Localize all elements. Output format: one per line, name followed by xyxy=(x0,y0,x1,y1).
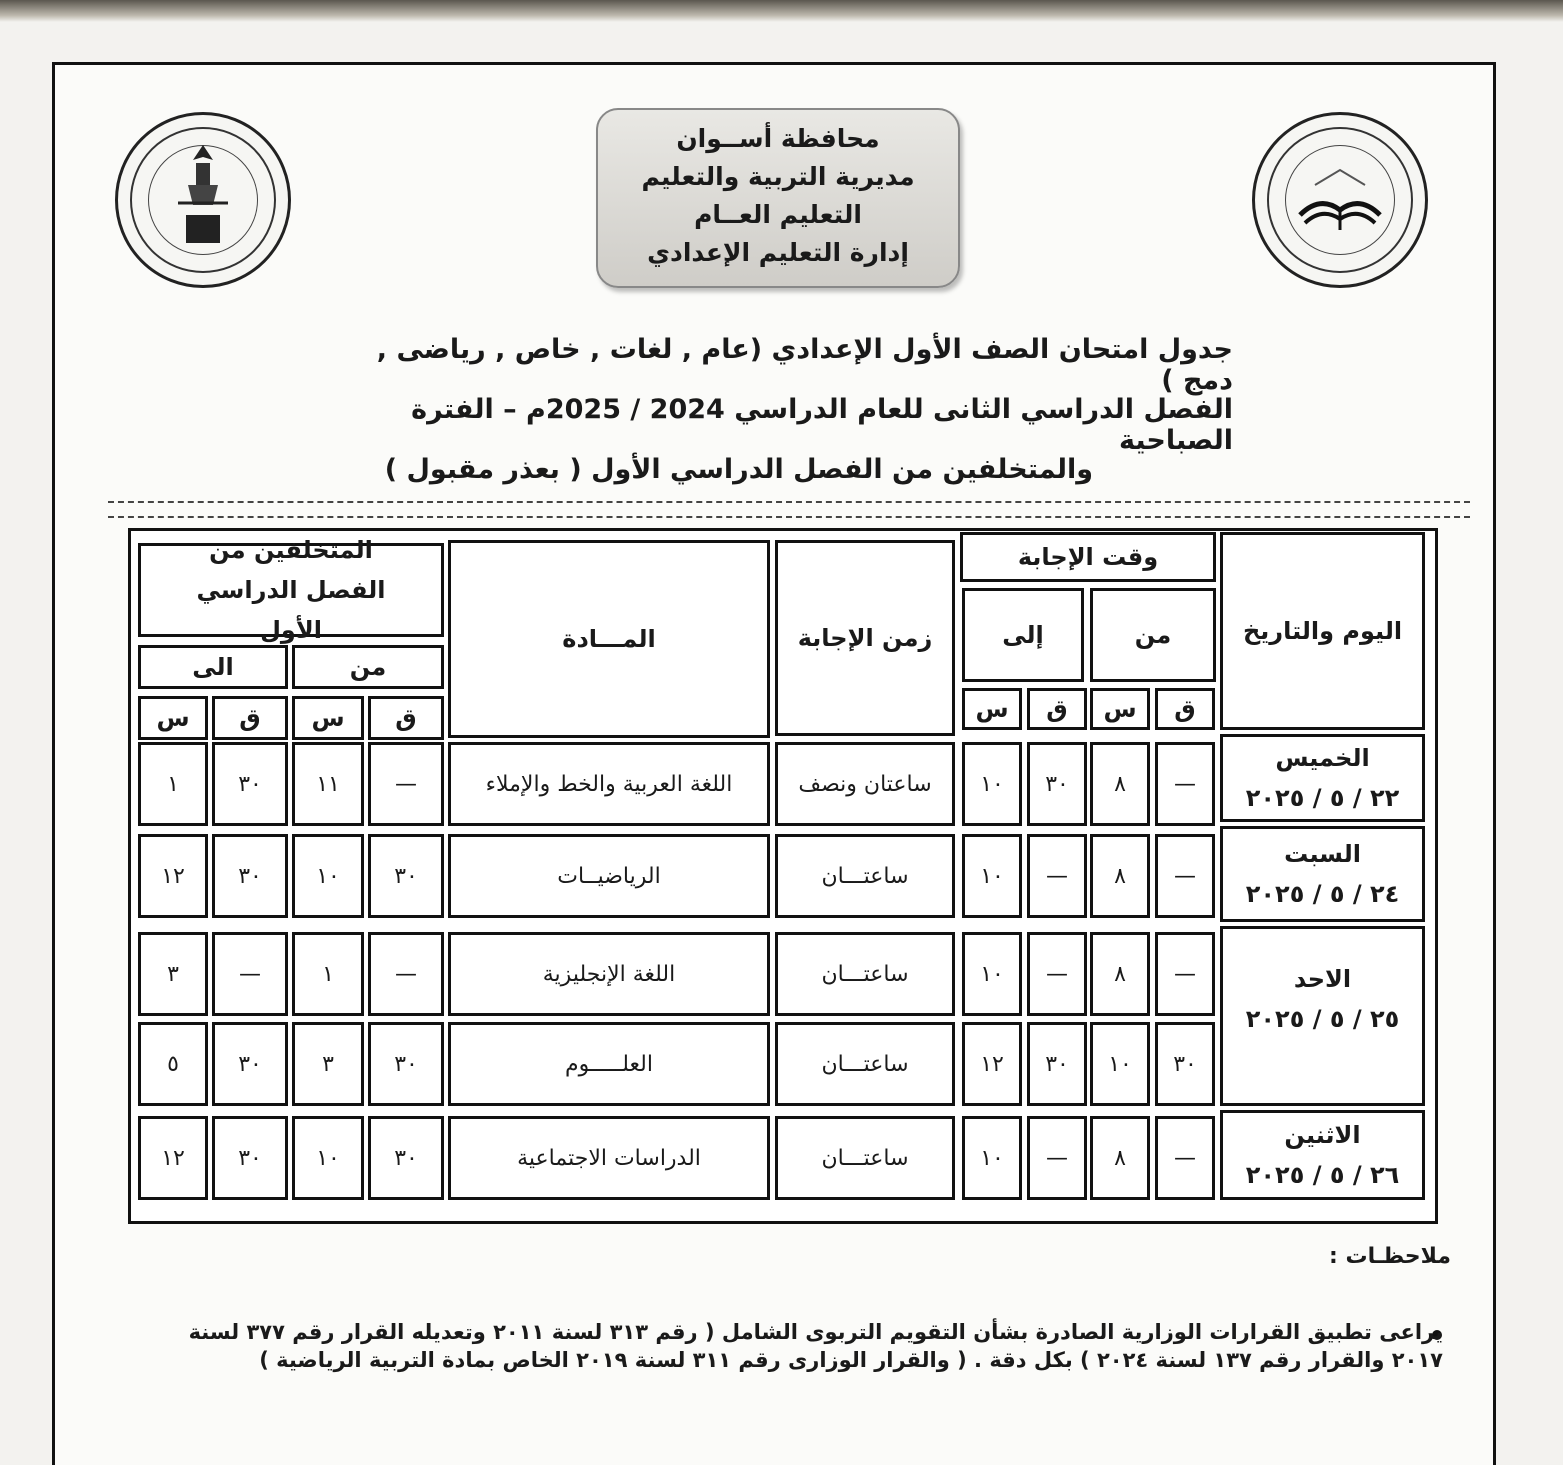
table-cell-late-to-s: ٥ xyxy=(138,1022,208,1106)
table-cell-from-q: — xyxy=(1155,742,1215,826)
header-late-from-q: ق xyxy=(368,696,444,740)
directorate-seal xyxy=(1252,112,1428,288)
header-from-s: س xyxy=(1090,688,1150,730)
table-cell-late-to-s: ١٢ xyxy=(138,1116,208,1200)
table-cell-late-to-s: ١٢ xyxy=(138,834,208,918)
eagle-emblem-icon xyxy=(118,115,288,285)
table-cell-from-s: ٨ xyxy=(1090,1116,1150,1200)
governorate-name: محافظة أســوان xyxy=(676,124,880,153)
table-cell-late-from-s: ١١ xyxy=(292,742,364,826)
header-late-to: الى xyxy=(138,645,288,689)
header-box xyxy=(596,108,960,288)
table-cell-from-q: ٣٠ xyxy=(1155,1022,1215,1106)
title-line-1: جدول امتحان الصف الأول الإعدادي (عام , لغات , خاص , رياضى , دمج ) xyxy=(376,334,1233,396)
header-to: إلى xyxy=(962,588,1084,682)
header-to-s: س xyxy=(962,688,1022,730)
administration-name: إدارة التعليم الإعدادي xyxy=(647,238,909,267)
table-cell-subject: العلـــــوم xyxy=(448,1022,770,1106)
notes-label: ملاحظـات : xyxy=(1329,1244,1451,1269)
table-cell-subject: الرياضيــات xyxy=(448,834,770,918)
table-cell-duration: ساعتـــان xyxy=(775,932,955,1016)
table-cell-late-from-s: ١ xyxy=(292,932,364,1016)
table-cell-from-q: — xyxy=(1155,834,1215,918)
table-cell-late-from-q: — xyxy=(368,932,444,1016)
table-cell-late-from-q: ٣٠ xyxy=(368,834,444,918)
table-cell-to-q: ٣٠ xyxy=(1027,1022,1087,1106)
table-cell-subject: الدراسات الاجتماعية xyxy=(448,1116,770,1200)
day-date-cell: الخميس ٢٢ / ٥ / ٢٠٢٥ xyxy=(1220,734,1425,822)
table-cell-to-s: ١٠ xyxy=(962,834,1022,918)
table-cell-from-s: ٨ xyxy=(1090,932,1150,1016)
header-answer-time: وقت الإجابة xyxy=(960,532,1216,582)
header-late-to-s: س xyxy=(138,696,208,740)
table-cell-late-to-q: ٣٠ xyxy=(212,834,288,918)
header-from-q: ق xyxy=(1155,688,1215,730)
table-cell-late-from-s: ٣ xyxy=(292,1022,364,1106)
table-cell-from-s: ٨ xyxy=(1090,742,1150,826)
department-name: التعليم العــام xyxy=(694,200,862,229)
table-cell-duration: ساعتـــان xyxy=(775,1022,955,1106)
table-cell-late-from-q: ٣٠ xyxy=(368,1022,444,1106)
book-emblem-icon xyxy=(1255,115,1425,285)
table-cell-to-q: — xyxy=(1027,834,1087,918)
directorate-name: مديرية التربية والتعليم xyxy=(641,162,915,191)
table-cell-late-to-q: — xyxy=(212,932,288,1016)
table-cell-from-s: ١٠ xyxy=(1090,1022,1150,1106)
table-cell-duration: ساعتـــان xyxy=(775,1116,955,1200)
table-cell-late-from-s: ١٠ xyxy=(292,1116,364,1200)
header-duration: زمن الإجابة xyxy=(775,540,955,736)
day-date-cell: الاثنين ٢٦ / ٥ / ٢٠٢٥ xyxy=(1220,1110,1425,1200)
table-cell-to-s: ١٠ xyxy=(962,742,1022,826)
divider xyxy=(108,501,1470,503)
header-late-students: المتخلفين من الفصل الدراسي الأول xyxy=(138,543,444,637)
header-subject: المـــادة xyxy=(448,540,770,738)
header-late-from-s: س xyxy=(292,696,364,740)
header-day-date: اليوم والتاريخ xyxy=(1220,532,1425,730)
scan-top-edge xyxy=(0,0,1563,22)
table-cell-to-s: ١٠ xyxy=(962,1116,1022,1200)
day-date-cell: الاحد ٢٥ / ٥ / ٢٠٢٥ xyxy=(1220,926,1425,1106)
table-cell-to-q: — xyxy=(1027,1116,1087,1200)
table-cell-from-q: — xyxy=(1155,932,1215,1016)
table-cell-duration: ساعتان ونصف xyxy=(775,742,955,826)
table-cell-subject: اللغة العربية والخط والإملاء xyxy=(448,742,770,826)
table-cell-to-s: ١٢ xyxy=(962,1022,1022,1106)
header-late-to-q: ق xyxy=(212,696,288,740)
title-line-2: الفصل الدراسي الثانى للعام الدراسي 2024 / 2025م – الفترة الصباحية xyxy=(411,394,1233,456)
table-cell-late-to-q: ٣٠ xyxy=(212,1022,288,1106)
day-date-cell: السبت ٢٤ / ٥ / ٢٠٢٥ xyxy=(1220,826,1425,922)
notes-text: يراعى تطبيق القرارات الوزارية الصادرة بشأن التقويم التربوى الشامل ( رقم ٣١٣ لسنة ٢٠١١ وتعديله القرار رقم ٣٧٧ لسنة ٢٠١٧ والقرار رقم ١٣٧ لسنة ٢٠٢٤ ) بكل دقة . ( والقرار الوزارى رقم ٣١١ لسنة ٢٠١٩ الخاص بمادة التربية الرياضية ) xyxy=(188,1320,1443,1372)
header-to-q: ق xyxy=(1027,688,1087,730)
table-cell-to-q: ٣٠ xyxy=(1027,742,1087,826)
table-cell-subject: اللغة الإنجليزية xyxy=(448,932,770,1016)
header-late-from: من xyxy=(292,645,444,689)
table-cell-to-q: — xyxy=(1027,932,1087,1016)
table-cell-from-q: — xyxy=(1155,1116,1215,1200)
table-cell-late-to-s: ١ xyxy=(138,742,208,826)
divider xyxy=(108,516,1470,518)
table-cell-duration: ساعتـــان xyxy=(775,834,955,918)
table-cell-late-from-q: ٣٠ xyxy=(368,1116,444,1200)
governorate-seal xyxy=(115,112,291,288)
title-line-3: والمتخلفين من الفصل الدراسي الأول ( بعذر مقبول ) xyxy=(384,454,1093,485)
table-cell-late-from-s: ١٠ xyxy=(292,834,364,918)
header-from: من xyxy=(1090,588,1216,682)
table-cell-late-to-s: ٣ xyxy=(138,932,208,1016)
table-cell-late-to-q: ٣٠ xyxy=(212,742,288,826)
table-cell-late-to-q: ٣٠ xyxy=(212,1116,288,1200)
table-cell-to-s: ١٠ xyxy=(962,932,1022,1016)
table-cell-late-from-q: — xyxy=(368,742,444,826)
table-cell-from-s: ٨ xyxy=(1090,834,1150,918)
